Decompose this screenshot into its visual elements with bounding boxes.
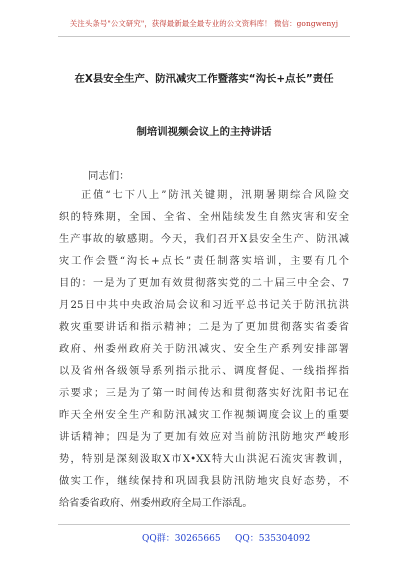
body-line: 正值“七下八上”防汛关键期，汛期暑期综合风险交 <box>81 190 349 201</box>
body-line: 政府、州委州政府关于防汛减灾、安全生产系列安排部署 <box>59 344 349 355</box>
body-line: 以及省州各级领导系列指示批示、调度督促、一线指挥指 <box>59 366 349 377</box>
header-banner: 关注头条号"公文研究"，获得最新最全最专业的公文资料库！ 微信：gongwenyj <box>69 19 339 28</box>
body-line: 讲话精神；四是为了更加有效应对当前防汛防地灾严峻形 <box>59 432 349 443</box>
body-line: 做实工作，继续保持和巩固我县防汛防地灾良好态势，不 <box>59 476 349 487</box>
body-line: 势，特别是深刻汲取X市X•XX特大山洪泥石流灾害教训， <box>59 454 349 465</box>
body-line: 救灾重要讲话和指示精神；二是为了更加贯彻落实省委省 <box>59 322 349 333</box>
body-line: 示要求；三是为了第一时间传达和贯彻落实好沈阳书记在 <box>59 388 349 399</box>
body-line: 生产事故的敏感期。今天，我们召开X县安全生产、防汛减 <box>59 234 349 245</box>
footer-qq-contact: QQ：535304092 <box>235 534 311 544</box>
footer-divider <box>58 524 350 525</box>
footer-qq-group: QQ群：30265665 <box>142 534 221 544</box>
body-line: 给省委省政府、州委州政府全局工作添乱。 <box>59 498 253 509</box>
body-line: 织的特殊期，全国、全省、全州陆续发生自然灾害和安全 <box>59 212 349 223</box>
body-line: 灾工作会暨“沟长+点长”责任制落实培训，主要有几个 <box>59 256 349 267</box>
document-title-line-2: 制培训视频会议上的主持讲话 <box>136 126 272 138</box>
document-title-line-1: 在X县安全生产、防汛减灾工作暨落实“沟长+点长”责任 <box>74 73 334 85</box>
header-divider <box>58 36 350 37</box>
salutation: 同志们： <box>88 170 130 182</box>
body-line: 月25日中共中央政治局会议和习近平总书记关于防汛抗洪 <box>59 300 349 311</box>
body-line: 目的：一是为了更加有效贯彻落实党的二十届三中全会、7 <box>59 278 349 289</box>
body-line: 昨天全州安全生产和防汛减灾工作视频调度会议上的重要 <box>59 410 349 421</box>
